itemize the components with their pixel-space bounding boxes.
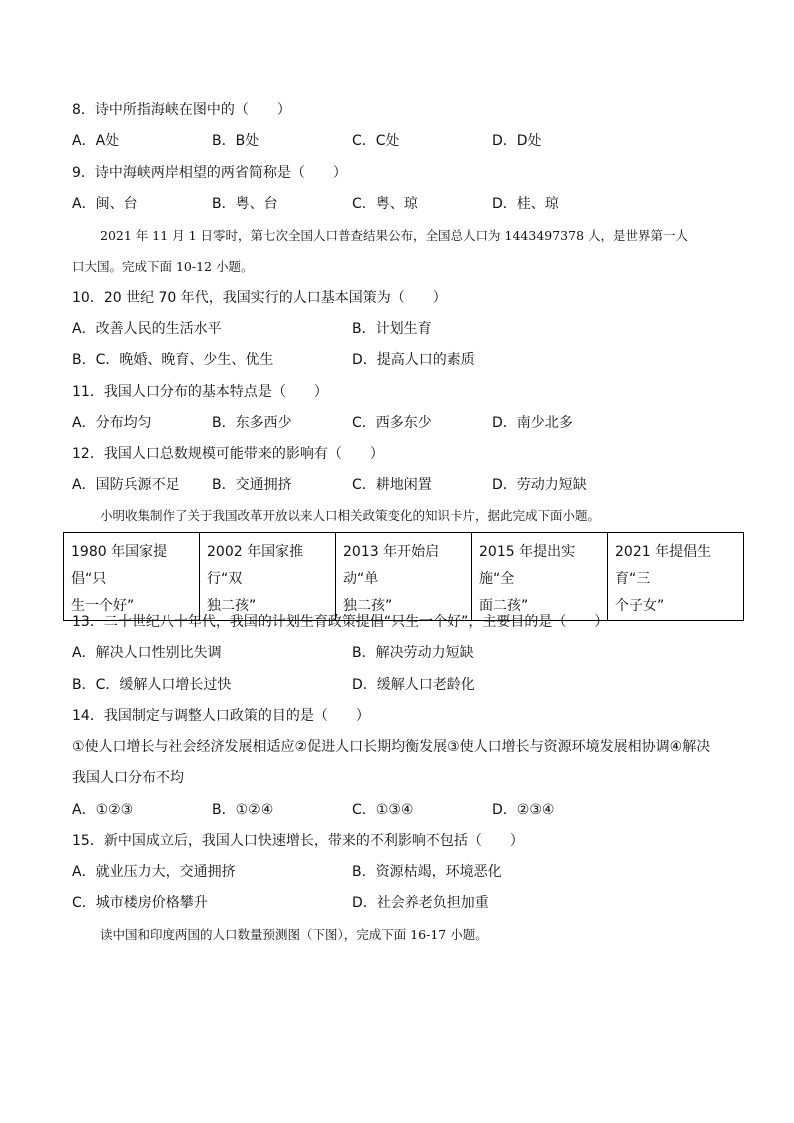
policy-card: 2002 年国家推行“双 独二孩”: [200, 533, 336, 621]
question-8-options: [72, 131, 732, 151]
policy-card: 1980 年国家提倡“只 生一个好”: [64, 533, 200, 621]
option-c[interactable]: B．C．晚婚、晚育、少生、优生: [72, 352, 274, 368]
question-12-stem: 12．我国人口总数规模可能带来的影响有（ ）: [72, 446, 384, 462]
intro-10-12-line1: 2021 年 11 月 1 日零时，第七次全国人口普查结果公布，全国总人口为 1443497378 人，是世界第一人: [100, 228, 689, 243]
option-a[interactable]: A．国防兵源不足: [72, 477, 180, 493]
option-c[interactable]: C．①③④: [352, 802, 414, 818]
question-14-statements-line1: ①使人口增长与社会经济发展相适应②促进人口长期均衡发展③使人口增长与资源环境发展相协调④解决: [72, 739, 711, 755]
option-c[interactable]: C．西多东少: [352, 415, 432, 431]
option-b[interactable]: B．计划生育: [352, 321, 432, 337]
option-c[interactable]: C．城市楼房价格攀升: [72, 895, 208, 911]
option-d[interactable]: D．桂、琼: [492, 196, 559, 212]
question-11-stem: 11．我国人口分布的基本特点是（ ）: [72, 384, 328, 400]
option-a[interactable]: A．改善人民的生活水平: [72, 321, 222, 337]
question-13-options-row2: [72, 675, 732, 695]
question-15-options-row2: [72, 893, 732, 913]
option-a[interactable]: A．闽、台: [72, 196, 138, 212]
policy-cards-table: [63, 532, 744, 621]
option-b[interactable]: B．东多西少: [212, 415, 292, 431]
policy-card: 2015 年提出实施“全 面二孩”: [472, 533, 608, 621]
option-b[interactable]: B．交通拥挤: [212, 477, 292, 493]
intro-10-12-line2: 口大国。完成下面 10-12 小题。: [72, 259, 254, 274]
question-8-stem: 8．诗中所指海峡在图中的（ ）: [72, 102, 291, 118]
option-a[interactable]: A．就业压力大，交通拥挤: [72, 864, 236, 880]
option-c[interactable]: B．C．缓解人口增长过快: [72, 677, 232, 693]
question-14-stem: 14．我国制定与调整人口政策的目的是（ ）: [72, 708, 370, 724]
question-13-stem: 13．二十世纪八十年代，我国的计划生育政策提倡“只生一个好”，主要目的是（ ）: [72, 614, 609, 630]
question-14-statements-line2: 我国人口分布不均: [72, 770, 184, 786]
question-12-options: [72, 475, 732, 495]
option-a[interactable]: A．分布均匀: [72, 415, 152, 431]
option-b[interactable]: B．粤、台: [212, 196, 278, 212]
option-d[interactable]: D．提高人口的素质: [352, 352, 475, 368]
option-a[interactable]: A．A处: [72, 133, 120, 149]
option-d[interactable]: D．缓解人口老龄化: [352, 677, 475, 693]
option-b[interactable]: B．解决劳动力短缺: [352, 645, 474, 661]
question-9-stem: 9．诗中海峡两岸相望的两省简称是（ ）: [72, 165, 347, 181]
question-10-options-row1: [72, 319, 732, 339]
question-15-options-row1: [72, 862, 732, 882]
policy-card: 2013 年开始启动“单 独二孩”: [336, 533, 472, 621]
question-13-options-row1: [72, 643, 732, 663]
option-a[interactable]: A．解决人口性别比失调: [72, 645, 222, 661]
question-14-options: [72, 800, 732, 820]
policy-card: 2021 年提倡生育“三 个子女”: [608, 533, 744, 621]
option-d[interactable]: D．D处: [492, 133, 542, 149]
option-d[interactable]: D．社会养老负担加重: [352, 895, 489, 911]
option-b[interactable]: B．资源枯竭，环境恶化: [352, 864, 502, 880]
option-b[interactable]: B．B处: [212, 133, 260, 149]
option-a[interactable]: A．①②③: [72, 802, 134, 818]
option-c[interactable]: C．粤、琼: [352, 196, 418, 212]
option-c[interactable]: C．耕地闲置: [352, 477, 432, 493]
question-15-stem: 15．新中国成立后，我国人口快速增长，带来的不利影响不包括（ ）: [72, 833, 524, 849]
option-d[interactable]: D．劳动力短缺: [492, 477, 587, 493]
option-d[interactable]: D．②③④: [492, 802, 555, 818]
intro-13-15: 小明收集制作了关于我国改革开放以来人口相关政策变化的知识卡片，据此完成下面小题。: [100, 508, 601, 523]
option-b[interactable]: B．①②④: [212, 802, 274, 818]
intro-16-17: 读中国和印度两国的人口数量预测图（下图），完成下面 16-17 小题。: [100, 927, 488, 942]
question-10-options-row2: [72, 350, 732, 370]
question-11-options: [72, 413, 732, 433]
option-d[interactable]: D．南少北多: [492, 415, 573, 431]
question-10-stem: 10．20 世纪 70 年代，我国实行的人口基本国策为（ ）: [72, 290, 447, 306]
option-c[interactable]: C．C处: [352, 133, 400, 149]
question-9-options: [72, 194, 732, 214]
